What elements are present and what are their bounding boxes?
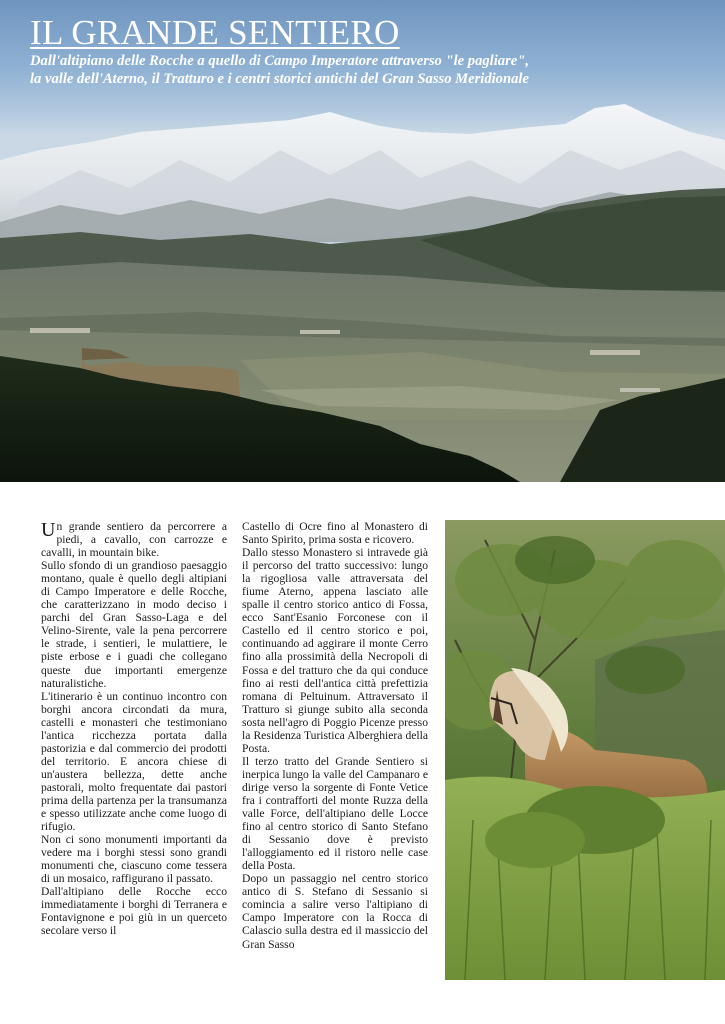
- drop-cap: U: [41, 520, 56, 541]
- paragraph: Dopo un passaggio nel centro storico antico di S. Stefano di Sessanio si comincia a salire verso l'altipiano di Campo Imperatore con la Rocca di Calascio sulla destra ed il massiccio del Gran Sasso: [242, 872, 428, 951]
- hero-photo: [0, 0, 725, 482]
- paragraph: Sullo sfondo di un grandioso paesaggio montano, quale è quello degli altipiani di Campo Imperatore e delle Rocche, che caratterizzano in modo deciso i parchi del Gran Sasso-Laga e del Velino-Sirente, vale la pena percorrere le strade, i sentieri, le mulattiere, le piste erbose e i guadi che collegano queste due importanti emergenze naturalistiche.: [41, 559, 227, 690]
- paragraph: Non ci sono monumenti importanti da vedere ma i borghi stessi sono grandi monumenti che, ciascuno come tessera di un mosaico, raffigurano il passato.: [41, 833, 227, 886]
- paragraph: Dallo stesso Monastero si intravede già il percorso del tratto successivo: lungo la rigogliosa valle attraversata del fiume Aterno, appena lasciato alle spalle il centro storico antico di Fossa, ecco Sant'Esanio Forconese con il Castello ed il centro storico e poi, continuando ad aggirare il monte Cerro fino alla prossimità della Necropoli di Fossa e del tratturo che da qui conduce fino ai resti dell'antica città prefettizia romana di Peltuinum. Attraversato il Tratturo si giunge subito alla seconda sosta nell'agro di Poggio Picenze presso la Residenza Turistica Alberghiera della Posta.: [242, 546, 428, 755]
- paragraph: Un grande sentiero da percorrere a piedi, a cavallo, con carrozze e cavalli, in mountain bike.: [41, 520, 227, 560]
- paragraph: L'itinerario è un continuo incontro con borghi ancora circondati da mura, castelli e monasteri che testimoniano l'antica ricchezza portata dalla pastorizia e dal commercio dei prodotti del territorio. E ancora chiese di un'austera bellezza, dette anche pastorali, molto frequentate dai pastori prima della partenza per la transumanza e spesso utilizzate anche come luogo di rifugio.: [41, 689, 227, 834]
- text-column-1: [41, 520, 227, 982]
- horse-meadow-image: [445, 520, 725, 980]
- page-subtitle: Dall'altipiano delle Rocche a quello di Campo Imperatore attraverso "le pagliare", la valle dell'Aterno, il Tratturo e i centri storici antichi del Gran Sasso Meridionale: [30, 53, 529, 87]
- paragraph: Il terzo tratto del Grande Sentiero si inerpica lungo la valle del Campanaro e dirige verso la sorgente di Fonte Vetice fra i contrafforti del monte Ruzza della valle Force, dell'altipiano delle Locce fino al centro storico di Santo Stefano di Sessanio dove è previsto l'alloggiamento ed il ristoro nelle case della Posta.: [242, 754, 428, 873]
- page-title: IL GRANDE SENTIERO: [30, 13, 400, 52]
- text-column-2: [242, 520, 428, 982]
- paragraph: Dall'altipiano delle Rocche ecco immediatamente i borghi di Terranera e Fontavignone e poi giù in un querceto secolare verso il: [41, 885, 227, 938]
- paragraph: Castello di Ocre fino al Monastero di Santo Spirito, prima sosta e ricovero.: [242, 520, 428, 547]
- horse-photo: [445, 520, 725, 980]
